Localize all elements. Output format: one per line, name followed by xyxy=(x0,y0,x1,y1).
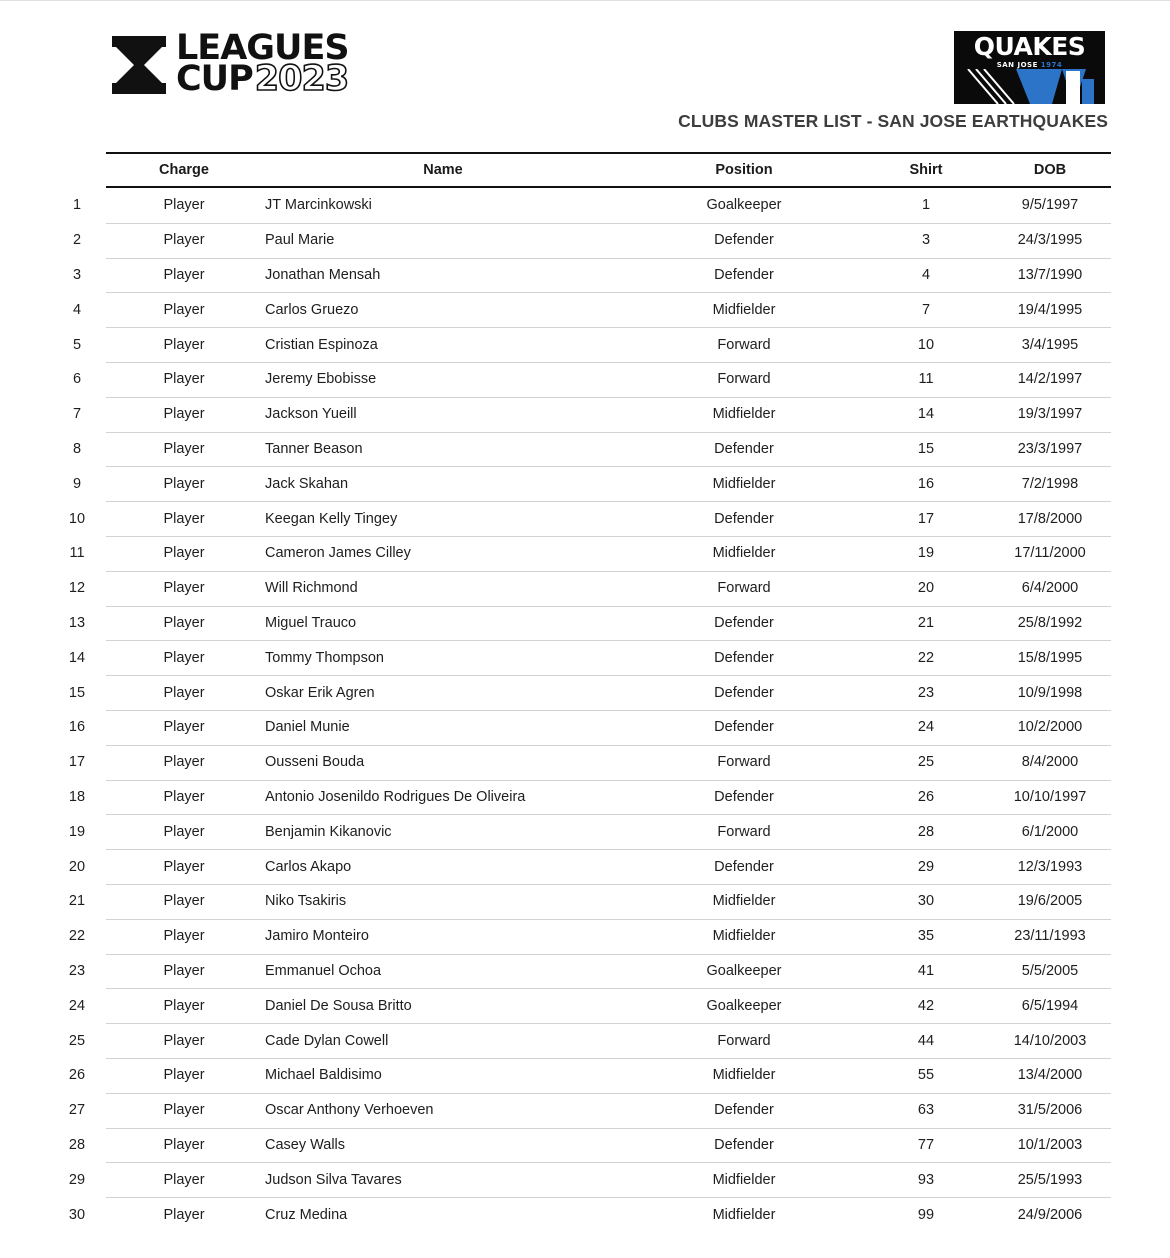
row-cells xyxy=(106,327,1111,363)
cell-shirt: 35 xyxy=(917,928,935,945)
cell-dob: 3/4/1995 xyxy=(1021,336,1079,353)
cell-shirt: 28 xyxy=(917,823,935,840)
row-number: 23 xyxy=(68,962,86,979)
cell-shirt: 42 xyxy=(917,997,935,1014)
cell-position: Goalkeeper xyxy=(706,997,782,1014)
row-number: 7 xyxy=(72,406,82,423)
table-row xyxy=(0,606,1170,641)
row-cells xyxy=(106,884,1111,920)
cell-charge: Player xyxy=(163,614,205,631)
cell-dob: 25/8/1992 xyxy=(1017,614,1083,631)
cell-shirt: 26 xyxy=(917,788,935,805)
cell-shirt: 22 xyxy=(917,649,935,666)
row-cells xyxy=(106,571,1111,607)
row-cells xyxy=(106,1162,1111,1198)
cell-position: Midfielder xyxy=(712,1206,776,1223)
cell-shirt: 63 xyxy=(917,1102,935,1119)
table-row xyxy=(0,1162,1170,1197)
cell-charge: Player xyxy=(163,510,205,527)
cell-dob: 17/11/2000 xyxy=(1014,545,1086,562)
page-title: CLUBS MASTER LIST - SAN JOSE EARTHQUAKES xyxy=(678,111,1108,131)
row-cells xyxy=(106,849,1111,885)
cell-shirt: 3 xyxy=(921,232,931,249)
cell-charge: Player xyxy=(163,1171,205,1188)
cell-charge: Player xyxy=(163,788,205,805)
cell-name: Emmanuel Ochoa xyxy=(265,962,382,979)
cell-dob: 13/4/2000 xyxy=(1017,1067,1083,1084)
leagues-cup-logo xyxy=(110,28,410,99)
table-row xyxy=(0,780,1170,815)
column-header-charge: Charge xyxy=(159,162,209,178)
row-number: 26 xyxy=(68,1067,86,1084)
table-row xyxy=(0,1058,1170,1093)
row-cells xyxy=(106,1023,1111,1059)
table-row xyxy=(0,501,1170,536)
cell-shirt: 55 xyxy=(917,1067,935,1084)
row-number: 4 xyxy=(72,301,82,318)
cell-name: Michael Baldisimo xyxy=(265,1067,382,1084)
row-cells xyxy=(106,188,1111,224)
cell-position: Defender xyxy=(714,719,774,736)
table-row xyxy=(0,1128,1170,1163)
cell-position: Defender xyxy=(714,649,774,666)
cell-dob: 19/6/2005 xyxy=(1017,893,1083,910)
cell-dob: 9/5/1997 xyxy=(1021,197,1079,214)
row-number: 8 xyxy=(72,440,82,457)
cell-name: Cameron James Cilley xyxy=(265,545,411,562)
row-cells xyxy=(106,675,1111,711)
cell-name: Carlos Gruezo xyxy=(265,301,359,318)
cell-shirt: 16 xyxy=(917,475,935,492)
table-row xyxy=(0,397,1170,432)
cell-name: Jackson Yueill xyxy=(265,406,357,423)
row-cells xyxy=(106,258,1111,294)
row-number: 9 xyxy=(72,475,82,492)
row-cells xyxy=(106,606,1111,642)
table-row xyxy=(0,188,1170,223)
quakes-club-logo xyxy=(954,31,1105,104)
quakes-crest-icon xyxy=(954,69,1105,104)
cell-shirt: 19 xyxy=(917,545,935,562)
row-number: 19 xyxy=(68,823,86,840)
cell-position: Defender xyxy=(714,858,774,875)
table-row xyxy=(0,327,1170,362)
row-number: 13 xyxy=(68,614,86,631)
cell-name: Cristian Espinoza xyxy=(265,336,378,353)
cell-shirt: 14 xyxy=(917,406,935,423)
table-row xyxy=(0,466,1170,501)
cell-name: Ousseni Bouda xyxy=(265,754,365,771)
cell-charge: Player xyxy=(163,440,205,457)
row-number: 6 xyxy=(72,371,82,388)
cell-name: Jonathan Mensah xyxy=(265,266,381,283)
row-number: 18 xyxy=(68,788,86,805)
table-row xyxy=(0,675,1170,710)
cell-shirt: 15 xyxy=(917,440,935,457)
cell-position: Midfielder xyxy=(712,1067,776,1084)
cell-position: Goalkeeper xyxy=(706,962,782,979)
row-cells xyxy=(106,292,1111,328)
cell-dob: 13/7/1990 xyxy=(1017,266,1083,283)
cell-name: Keegan Kelly Tingey xyxy=(265,510,398,527)
row-number: 27 xyxy=(68,1102,86,1119)
cell-position: Forward xyxy=(717,371,771,388)
cell-dob: 7/2/1998 xyxy=(1021,475,1079,492)
cell-shirt: 25 xyxy=(917,754,935,771)
table-row xyxy=(0,710,1170,745)
cell-position: Midfielder xyxy=(712,893,776,910)
cell-shirt: 4 xyxy=(921,266,931,283)
cell-dob: 8/4/2000 xyxy=(1021,754,1079,771)
cell-dob: 12/3/1993 xyxy=(1017,858,1083,875)
cell-dob: 17/8/2000 xyxy=(1017,510,1083,527)
cell-charge: Player xyxy=(163,371,205,388)
cell-position: Defender xyxy=(714,510,774,527)
cell-dob: 10/1/2003 xyxy=(1017,1136,1083,1153)
cell-charge: Player xyxy=(163,580,205,597)
cell-charge: Player xyxy=(163,1206,205,1223)
cell-dob: 31/5/2006 xyxy=(1017,1102,1083,1119)
row-cells xyxy=(106,223,1111,259)
quakes-logo-city: SAN JOSE xyxy=(996,61,1038,69)
cell-shirt: 21 xyxy=(917,614,935,631)
cell-shirt: 30 xyxy=(917,893,935,910)
row-number: 17 xyxy=(68,754,86,771)
table-row xyxy=(0,571,1170,606)
row-number: 14 xyxy=(68,649,86,666)
quakes-logo-word: QUAKES xyxy=(973,32,1086,61)
table-row xyxy=(0,1093,1170,1128)
row-cells xyxy=(106,780,1111,816)
top-border xyxy=(0,0,1170,1)
cell-dob: 10/2/2000 xyxy=(1017,719,1083,736)
cell-position: Forward xyxy=(717,1032,771,1049)
table-row xyxy=(0,536,1170,571)
table-body xyxy=(0,188,1170,1232)
column-header-name: Name xyxy=(423,162,463,178)
row-number: 15 xyxy=(68,684,86,701)
row-number: 11 xyxy=(69,545,85,562)
cell-charge: Player xyxy=(163,197,205,214)
cell-name: Cruz Medina xyxy=(265,1206,348,1223)
row-number: 1 xyxy=(72,197,82,214)
cell-charge: Player xyxy=(163,1067,205,1084)
cell-dob: 10/10/1997 xyxy=(1013,788,1087,805)
cell-dob: 14/2/1997 xyxy=(1017,371,1083,388)
row-cells xyxy=(106,1058,1111,1094)
row-cells xyxy=(106,362,1111,398)
cell-charge: Player xyxy=(163,406,205,423)
cell-charge: Player xyxy=(163,997,205,1014)
column-header-dob: DOB xyxy=(1033,162,1067,178)
logo-year: 2023 xyxy=(254,59,349,99)
cell-name: Cade Dylan Cowell xyxy=(265,1032,389,1049)
cell-name: Casey Walls xyxy=(265,1136,346,1153)
row-cells xyxy=(106,954,1111,990)
table-row xyxy=(0,954,1170,989)
cell-name: Jeremy Ebobisse xyxy=(265,371,377,388)
cell-name: Niko Tsakiris xyxy=(265,893,347,910)
leagues-cup-trophy-icon xyxy=(110,36,168,94)
row-cells xyxy=(106,745,1111,781)
cell-charge: Player xyxy=(163,301,205,318)
cell-shirt: 44 xyxy=(917,1032,935,1049)
row-number: 20 xyxy=(68,858,86,875)
cell-name: Tommy Thompson xyxy=(265,649,384,666)
cell-shirt: 93 xyxy=(917,1171,935,1188)
logo-word-cup-year xyxy=(176,61,348,97)
cell-charge: Player xyxy=(163,719,205,736)
row-number: 3 xyxy=(72,266,82,283)
logo-word-cup: CUP xyxy=(176,59,253,99)
row-cells xyxy=(106,432,1111,468)
table-row xyxy=(0,292,1170,327)
cell-position: Defender xyxy=(714,440,774,457)
cell-shirt: 17 xyxy=(917,510,935,527)
table-row xyxy=(0,988,1170,1023)
cell-shirt: 7 xyxy=(921,301,931,318)
quakes-logo-year: 1974 xyxy=(1040,61,1063,69)
row-cells xyxy=(106,1093,1111,1129)
cell-name: Daniel De Sousa Britto xyxy=(265,997,412,1014)
cell-shirt: 99 xyxy=(917,1206,935,1223)
cell-dob: 6/4/2000 xyxy=(1021,580,1079,597)
row-cells xyxy=(106,710,1111,746)
row-cells xyxy=(106,536,1111,572)
cell-shirt: 10 xyxy=(917,336,935,353)
cell-position: Forward xyxy=(717,580,771,597)
quakes-logo-subline xyxy=(954,61,1105,69)
row-cells xyxy=(106,640,1111,676)
row-cells xyxy=(106,988,1111,1024)
row-number: 10 xyxy=(68,510,86,527)
cell-charge: Player xyxy=(163,754,205,771)
cell-name: Carlos Akapo xyxy=(265,858,352,875)
roster-table xyxy=(0,152,1170,1232)
cell-name: Tanner Beason xyxy=(265,440,363,457)
table-header-row xyxy=(106,152,1111,188)
cell-name: Oskar Erik Agren xyxy=(265,684,375,701)
table-row xyxy=(0,1023,1170,1058)
cell-shirt: 1 xyxy=(921,197,931,214)
cell-position: Midfielder xyxy=(712,928,776,945)
cell-dob: 24/9/2006 xyxy=(1017,1206,1083,1223)
cell-position: Defender xyxy=(714,614,774,631)
cell-position: Defender xyxy=(714,232,774,249)
cell-position: Midfielder xyxy=(712,475,776,492)
row-number: 5 xyxy=(72,336,82,353)
table-row xyxy=(0,432,1170,467)
cell-shirt: 20 xyxy=(917,580,935,597)
table-row xyxy=(0,849,1170,884)
table-row xyxy=(0,258,1170,293)
table-row xyxy=(0,884,1170,919)
cell-charge: Player xyxy=(163,475,205,492)
row-number: 21 xyxy=(68,893,86,910)
cell-name: Oscar Anthony Verhoeven xyxy=(265,1102,434,1119)
cell-name: Jamiro Monteiro xyxy=(265,928,369,945)
cell-shirt: 24 xyxy=(917,719,935,736)
column-header-shirt: Shirt xyxy=(909,162,943,178)
row-number: 24 xyxy=(68,997,86,1014)
cell-position: Defender xyxy=(714,1136,774,1153)
cell-name: Paul Marie xyxy=(265,232,335,249)
table-row xyxy=(0,640,1170,675)
column-header-position: Position xyxy=(715,162,773,178)
cell-position: Midfielder xyxy=(712,301,776,318)
cell-charge: Player xyxy=(163,1102,205,1119)
row-number: 22 xyxy=(68,928,86,945)
cell-shirt: 11 xyxy=(918,371,934,388)
row-number: 29 xyxy=(68,1171,86,1188)
cell-dob: 23/11/1993 xyxy=(1014,928,1086,945)
cell-charge: Player xyxy=(163,1032,205,1049)
cell-shirt: 29 xyxy=(917,858,935,875)
cell-charge: Player xyxy=(163,823,205,840)
row-cells xyxy=(106,501,1111,537)
table-row xyxy=(0,814,1170,849)
table-row xyxy=(0,223,1170,258)
cell-name: Benjamin Kikanovic xyxy=(265,823,392,840)
row-cells xyxy=(106,814,1111,850)
table-row xyxy=(0,362,1170,397)
cell-dob: 6/1/2000 xyxy=(1021,823,1079,840)
cell-charge: Player xyxy=(163,1136,205,1153)
cell-dob: 10/9/1998 xyxy=(1017,684,1083,701)
row-cells xyxy=(106,466,1111,502)
cell-charge: Player xyxy=(163,232,205,249)
row-number: 2 xyxy=(72,232,82,249)
cell-dob: 6/5/1994 xyxy=(1021,997,1079,1014)
cell-name: Antonio Josenildo Rodrigues De Oliveira xyxy=(265,788,526,805)
row-number: 25 xyxy=(68,1032,86,1049)
cell-name: Daniel Munie xyxy=(265,719,350,736)
table-row xyxy=(0,1197,1170,1232)
cell-dob: 23/3/1997 xyxy=(1017,440,1083,457)
cell-name: JT Marcinkowski xyxy=(265,197,372,214)
row-cells xyxy=(106,919,1111,955)
cell-charge: Player xyxy=(163,858,205,875)
cell-name: Jack Skahan xyxy=(265,475,349,492)
row-number: 30 xyxy=(68,1206,86,1223)
cell-charge: Player xyxy=(163,928,205,945)
row-cells xyxy=(106,397,1111,433)
cell-name: Will Richmond xyxy=(265,580,358,597)
cell-dob: 19/3/1997 xyxy=(1017,406,1083,423)
cell-charge: Player xyxy=(163,266,205,283)
logo-word-leagues: LEAGUES xyxy=(176,28,349,68)
cell-dob: 5/5/2005 xyxy=(1021,962,1079,979)
row-cells xyxy=(106,1197,1111,1232)
cell-dob: 15/8/1995 xyxy=(1017,649,1083,666)
cell-position: Defender xyxy=(714,788,774,805)
cell-charge: Player xyxy=(163,649,205,666)
cell-dob: 14/10/2003 xyxy=(1013,1032,1087,1049)
cell-position: Midfielder xyxy=(712,545,776,562)
table-row xyxy=(0,745,1170,780)
cell-position: Midfielder xyxy=(712,406,776,423)
table-row xyxy=(0,919,1170,954)
cell-dob: 19/4/1995 xyxy=(1017,301,1083,318)
cell-charge: Player xyxy=(163,545,205,562)
cell-charge: Player xyxy=(163,684,205,701)
row-number: 12 xyxy=(68,580,86,597)
cell-position: Defender xyxy=(714,684,774,701)
row-number: 16 xyxy=(68,719,86,736)
cell-dob: 24/3/1995 xyxy=(1017,232,1083,249)
cell-shirt: 77 xyxy=(917,1136,935,1153)
cell-position: Forward xyxy=(717,336,771,353)
cell-charge: Player xyxy=(163,336,205,353)
cell-position: Midfielder xyxy=(712,1171,776,1188)
cell-name: Judson Silva Tavares xyxy=(265,1171,402,1188)
cell-shirt: 23 xyxy=(917,684,935,701)
cell-position: Goalkeeper xyxy=(706,197,782,214)
row-number: 28 xyxy=(68,1136,86,1153)
cell-shirt: 41 xyxy=(917,962,935,979)
cell-charge: Player xyxy=(163,962,205,979)
cell-name: Miguel Trauco xyxy=(265,614,357,631)
cell-charge: Player xyxy=(163,893,205,910)
cell-dob: 25/5/1993 xyxy=(1017,1171,1083,1188)
cell-position: Defender xyxy=(714,266,774,283)
row-cells xyxy=(106,1128,1111,1164)
cell-position: Forward xyxy=(717,823,771,840)
cell-position: Defender xyxy=(714,1102,774,1119)
cell-position: Forward xyxy=(717,754,771,771)
